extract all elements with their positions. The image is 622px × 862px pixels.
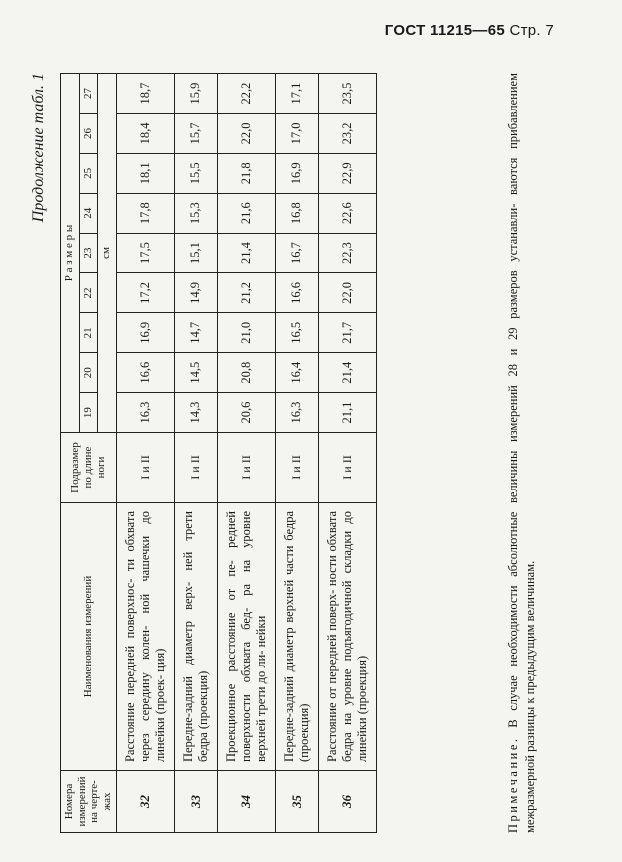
row-value: 14,5 [174,353,217,393]
row-value: 21,7 [318,313,376,353]
row-value: 21,1 [318,393,376,433]
measurements-table [60,73,377,833]
size-header-cell: 24 [79,193,98,233]
row-value: 16,5 [275,313,318,353]
row-value: 22,2 [217,74,275,114]
row-value: 15,7 [174,114,217,154]
size-header-cell: 20 [79,353,98,393]
row-value: 20,8 [217,353,275,393]
row-value: 20,6 [217,393,275,433]
row-value: 15,3 [174,193,217,233]
row-value: 15,9 [174,74,217,114]
row-value: 21,8 [217,153,275,193]
row-value: 17,1 [275,74,318,114]
row-value: 22,6 [318,193,376,233]
table-row [116,74,174,833]
row-value: 18,1 [116,153,174,193]
row-value: 15,1 [174,233,217,273]
row-value: 14,9 [174,273,217,313]
row-number: 33 [174,771,217,833]
table-caption: Продолжение табл. 1 [30,73,47,223]
table-row [275,74,318,833]
row-value: 14,3 [174,393,217,433]
standard-number: ГОСТ 11215—65 [384,22,505,39]
header-sizes: Р а з м е р ы [61,74,80,433]
row-value: 16,8 [275,193,318,233]
row-number: 36 [318,771,376,833]
rotated-content [30,73,570,833]
row-value: 17,2 [116,273,174,313]
row-value: 21,2 [217,273,275,313]
size-header-cell: 26 [79,114,98,154]
row-number: 35 [275,771,318,833]
row-value: 16,3 [275,393,318,433]
row-name: Расстояние передней поверхнос- ти обхвата через середину колен- ной чашечки до линейки (проек- ция) [116,503,174,771]
footnote-label: Примечание. [506,736,520,833]
size-header-cell: 25 [79,153,98,193]
row-value: 14,7 [174,313,217,353]
row-value: 23,2 [318,114,376,154]
row-subsize: I и II [275,433,318,503]
header-subsize: Подразмер по длине ноги [61,433,117,503]
row-value: 17,5 [116,233,174,273]
footnote [505,73,539,833]
row-value: 16,3 [116,393,174,433]
row-value: 21,4 [318,353,376,393]
footnote-text: В случае необходимости абсолютные величины измерений 28 и 29 размеров устанавли- ваются прибавлением межразмерной разницы к предыдущим величинам. [506,73,537,833]
row-value: 17,0 [275,114,318,154]
size-header-cell: 19 [79,393,98,433]
row-subsize: I и II [217,433,275,503]
row-value: 16,6 [116,353,174,393]
row-value: 22,0 [318,273,376,313]
size-header-cell: 21 [79,313,98,353]
row-number: 34 [217,771,275,833]
row-value: 22,9 [318,153,376,193]
row-value: 21,4 [217,233,275,273]
table-row [174,74,217,833]
header-number: Номера измерений на черте- жах [61,771,117,833]
row-name: Проекционное расстояние от пе- редней поверхности обхвата бед- ра на уровне верхней трети до ли- нейки [217,503,275,771]
table-body [116,74,376,833]
row-subsize: I и II [318,433,376,503]
row-subsize: I и II [116,433,174,503]
row-value: 23,5 [318,74,376,114]
page-header [385,22,554,39]
row-value: 16,4 [275,353,318,393]
row-value: 16,7 [275,233,318,273]
row-value: 18,4 [116,114,174,154]
row-subsize: I и II [174,433,217,503]
row-value: 16,6 [275,273,318,313]
page-number: Стр. 7 [509,22,554,39]
table-row [318,74,376,833]
size-header-cell: 27 [79,74,98,114]
row-value: 18,7 [116,74,174,114]
header-name: Наименования измерений [61,503,117,771]
row-value: 22,0 [217,114,275,154]
row-value: 15,5 [174,153,217,193]
size-header-cell: 23 [79,233,98,273]
row-value: 16,9 [275,153,318,193]
row-name: Расстояние от передней поверх- ности обхвата бедра на уровне подъягодичной складки до линейки (проекция) [318,503,376,771]
row-number: 32 [116,771,174,833]
header-unit: см [98,74,117,433]
row-value: 16,9 [116,313,174,353]
row-value: 21,6 [217,193,275,233]
row-value: 22,3 [318,233,376,273]
row-value: 21,0 [217,313,275,353]
table-row [217,74,275,833]
row-name: Передне-задний диаметр верх- ней трети бедра (проекция) [174,503,217,771]
row-name: Передне-задний диаметр верхней части бедра (проекция) [275,503,318,771]
size-header-cell: 22 [79,273,98,313]
row-value: 17,8 [116,193,174,233]
